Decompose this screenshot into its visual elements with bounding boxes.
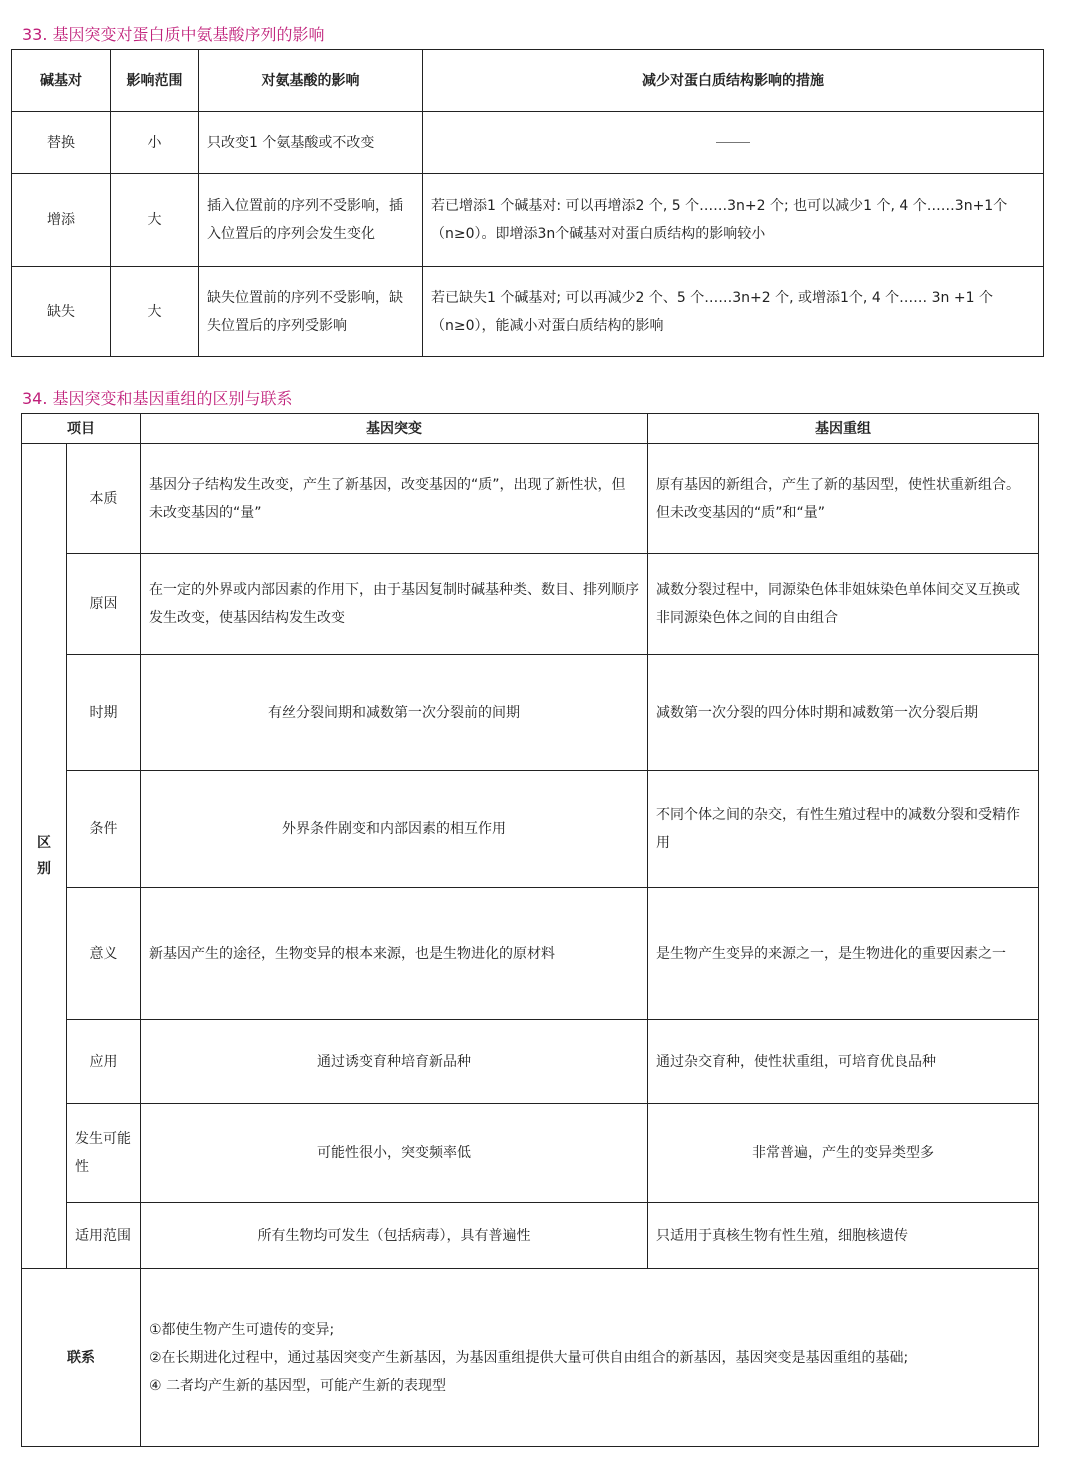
section-34-title: 34. 基因突变和基因重组的区别与联系 — [22, 389, 293, 408]
em-dash-line — [716, 142, 750, 143]
header-item: 项目 — [22, 414, 141, 444]
row-recombination: 不同个体之间的杂交，有性生殖过程中的减数分裂和受精作用 — [648, 771, 1039, 888]
table-row — [22, 771, 1039, 888]
row-item: 时期 — [67, 655, 141, 771]
row-effect: 插入位置前的序列不受影响，插入位置后的序列会发生变化 — [199, 174, 423, 267]
table-row — [22, 554, 1039, 655]
relation-item: ②在长期进化过程中，通过基因突变产生新基因，为基因重组提供大量可供自由组合的新基因，基因突变是基因重组的基础; — [149, 1349, 909, 1366]
row-recombination: 减数分裂过程中，同源染色体非姐妹染色单体间交叉互换或非同源染色体之间的自由组合 — [648, 554, 1039, 655]
row-item: 发生可能性 — [67, 1104, 141, 1203]
table-row — [12, 267, 1044, 357]
table-row — [22, 1020, 1039, 1104]
table-row — [22, 1104, 1039, 1203]
row-range: 大 — [111, 267, 199, 357]
difference-label-char: 区 — [37, 835, 51, 851]
header-base-pair: 碱基对 — [12, 50, 111, 112]
row-type: 增添 — [12, 174, 111, 267]
relation-row — [22, 1269, 1039, 1447]
relation-content — [141, 1269, 1039, 1447]
row-recombination: 只适用于真核生物有性生殖，细胞核遗传 — [648, 1203, 1039, 1269]
table-row — [22, 1203, 1039, 1269]
row-mutation: 基因分子结构发生改变，产生了新基因，改变基因的“质”，出现了新性状，但未改变基因的“量” — [141, 444, 648, 554]
row-item: 应用 — [67, 1020, 141, 1104]
row-mutation: 有丝分裂间期和减数第一次分裂前的间期 — [141, 655, 648, 771]
row-item: 本质 — [67, 444, 141, 554]
relation-label: 联系 — [22, 1269, 141, 1447]
row-effect: 缺失位置前的序列不受影响，缺失位置后的序列受影响 — [199, 267, 423, 357]
row-mutation: 在一定的外界或内部因素的作用下，由于基因复制时碱基种类、数目、排列顺序发生改变，使基因结构发生改变 — [141, 554, 648, 655]
row-mutation: 所有生物均可发生（包括病毒），具有普遍性 — [141, 1203, 648, 1269]
row-mutation: 通过诱变育种培育新品种 — [141, 1020, 648, 1104]
row-effect: 只改变1 个氨基酸或不改变 — [199, 112, 423, 174]
row-type: 缺失 — [12, 267, 111, 357]
table-34 — [21, 413, 1039, 1447]
row-mutation: 可能性很小，突变频率低 — [141, 1104, 648, 1203]
row-item: 适用范围 — [67, 1203, 141, 1269]
section-33-title: 33. 基因突变对蛋白质中氨基酸序列的影响 — [22, 25, 325, 44]
relation-item: ①都使生物产生可遗传的变异; — [149, 1321, 335, 1338]
difference-label-char: 别 — [37, 861, 51, 877]
row-measure: 若已缺失1 个碱基对; 可以再减少2 个、5 个……3n+2 个, 或增添1个, 4 个…… 3n +1 个（n≥0），能减小对蛋白质结构的影响 — [423, 267, 1044, 357]
row-recombination: 通过杂交育种，使性状重组，可培育优良品种 — [648, 1020, 1039, 1104]
row-range: 小 — [111, 112, 199, 174]
row-item: 意义 — [67, 888, 141, 1020]
table-row — [22, 444, 1039, 554]
row-item: 条件 — [67, 771, 141, 888]
row-measure: 若已增添1 个碱基对: 可以再增添2 个, 5 个……3n+2 个; 也可以减少1 个, 4 个……3n+1个（n≥0）。即增添3n个碱基对对蛋白质结构的影响较小 — [423, 174, 1044, 267]
row-recombination: 原有基因的新组合，产生了新的基因型，使性状重新组合。但未改变基因的“质”和“量” — [648, 444, 1039, 554]
header-range: 影响范围 — [111, 50, 199, 112]
row-recombination: 减数第一次分裂的四分体时期和减数第一次分裂后期 — [648, 655, 1039, 771]
header-amino-effect: 对氨基酸的影响 — [199, 50, 423, 112]
table-33 — [11, 49, 1044, 357]
relation-item: ④ 二者均产生新的基因型，可能产生新的表现型 — [149, 1377, 446, 1394]
row-recombination: 非常普遍，产生的变异类型多 — [648, 1104, 1039, 1203]
header-gene-recombination: 基因重组 — [648, 414, 1039, 444]
table-row — [22, 655, 1039, 771]
row-range: 大 — [111, 174, 199, 267]
row-measure-empty — [423, 112, 1044, 174]
row-type: 替换 — [12, 112, 111, 174]
header-gene-mutation: 基因突变 — [141, 414, 648, 444]
row-item: 原因 — [67, 554, 141, 655]
table-34-header-row — [22, 414, 1039, 444]
row-mutation: 外界条件剧变和内部因素的相互作用 — [141, 771, 648, 888]
table-row — [22, 888, 1039, 1020]
table-row — [12, 174, 1044, 267]
table-row — [12, 112, 1044, 174]
row-mutation: 新基因产生的途径，生物变异的根本来源，也是生物进化的原材料 — [141, 888, 648, 1020]
difference-label — [22, 444, 67, 1269]
table-33-header-row — [12, 50, 1044, 112]
row-recombination: 是生物产生变异的来源之一，是生物进化的重要因素之一 — [648, 888, 1039, 1020]
header-measure: 减少对蛋白质结构影响的措施 — [423, 50, 1044, 112]
